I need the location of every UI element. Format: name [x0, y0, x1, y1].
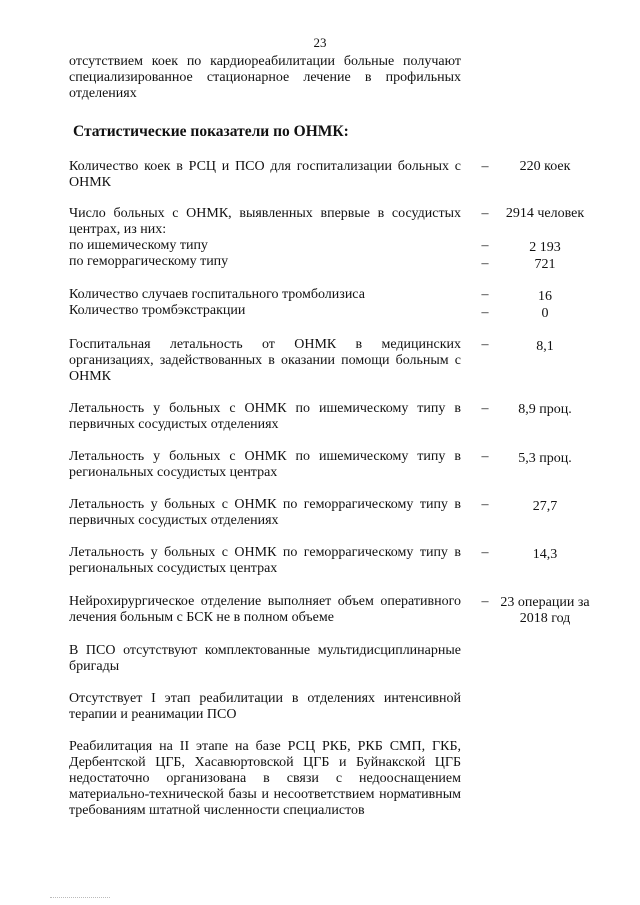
- stat-dash: –: [481, 401, 489, 416]
- stat-label-thrombectomy: Количество тромбэкстракции: [69, 303, 246, 318]
- intro-paragraph: отсутствием коек по кардиореабилитации больные получают специализированное стационарное лечение в профильных отделениях: [69, 54, 461, 101]
- paragraph-brigades: В ПСО отсутствуют комплектованные мультидисциплинарные бригады: [69, 643, 461, 674]
- stat-dash: –: [481, 206, 489, 221]
- stat-label-patients: Число больных с ОНМК, выявленных впервые в сосудистых центрах, из них:: [69, 206, 461, 237]
- stat-label-ischemic: по ишемическому типу: [69, 238, 208, 253]
- stat-label-neurosurgery: Нейрохирургическое отделение выполняет объем оперативного лечения больным с БСК не в полном объеме: [69, 594, 461, 625]
- stat-dash: –: [481, 449, 489, 464]
- stat-label-hemorrhagic-pso: Летальность у больных с ОНМК по геморрагическому типу в первичных сосудистых отделениях: [69, 497, 461, 528]
- stat-dash: –: [481, 594, 489, 609]
- page-number: 23: [313, 35, 327, 50]
- paragraph-rehab-stage-1: Отсутствует I этап реабилитации в отделениях интенсивной терапии и реанимации ПСО: [69, 691, 461, 722]
- stat-label-ischemic-pso: Летальность у больных с ОНМК по ишемическому типу в первичных сосудистых отделениях: [69, 401, 461, 432]
- stat-dash: –: [481, 159, 489, 174]
- stat-dash: –: [481, 545, 489, 560]
- stat-value-hemorrhagic-rsc: 14,3: [532, 547, 558, 562]
- stat-label-thrombolysis: Количество случаев госпитального тромболизиса: [69, 287, 365, 302]
- paragraph-rehab-stage-2: Реабилитация на II этапе на базе РСЦ РКБ, РКБ СМП, ГКБ, Дербентской ЦГБ, Хасавюртовской ЦГБ и Буйнакской ЦГБ недостаточно организована в связи с недооснащением материально-технической базы и несоответствием нормативным требованиям штатной численности специалистов: [69, 739, 461, 818]
- stat-value-neurosurgery: 23 операции за 2018 год: [500, 595, 590, 626]
- stat-value-thrombolysis: 16: [538, 289, 552, 304]
- stat-value-patients: 2914 человек: [505, 206, 585, 221]
- stat-dash: –: [481, 238, 489, 253]
- stat-dash: –: [481, 305, 489, 320]
- stat-dash: –: [481, 337, 489, 352]
- stat-value-hemorrhagic: 721: [534, 257, 556, 272]
- stat-label-beds: Количество коек в РСЦ и ПСО для госпитализации больных с ОНМК: [69, 159, 461, 190]
- stat-dash: –: [481, 287, 489, 302]
- stat-dash: –: [481, 256, 489, 271]
- stat-label-ischemic-rsc: Летальность у больных с ОНМК по ишемическому типу в региональных сосудистых центрах: [69, 449, 461, 480]
- stat-value-hemorrhagic-pso: 27,7: [532, 499, 558, 514]
- section-heading: Статистические показатели по ОНМК:: [73, 123, 349, 140]
- stat-value-ischemic-rsc: 5,3 проц.: [518, 451, 572, 466]
- stat-dash: –: [481, 497, 489, 512]
- stat-value-thrombectomy: 0: [541, 306, 549, 321]
- stat-value-beds: 220 коек: [519, 159, 571, 174]
- stat-value-ischemic: 2 193: [529, 240, 561, 255]
- stat-value-hospital-mortality: 8,1: [536, 339, 554, 354]
- stat-label-hemorrhagic-rsc: Летальность у больных с ОНМК по геморрагическому типу в региональных сосудистых центрах: [69, 545, 461, 576]
- scan-margin-mark: [50, 897, 110, 901]
- stat-value-ischemic-pso: 8,9 проц.: [518, 402, 572, 417]
- stat-label-hemorrhagic: по геморрагическому типу: [69, 254, 229, 269]
- stat-label-hospital-mortality: Госпитальная летальность от ОНМК в медицинских организациях, задействованных в оказании помощи больным с ОНМК: [69, 337, 461, 384]
